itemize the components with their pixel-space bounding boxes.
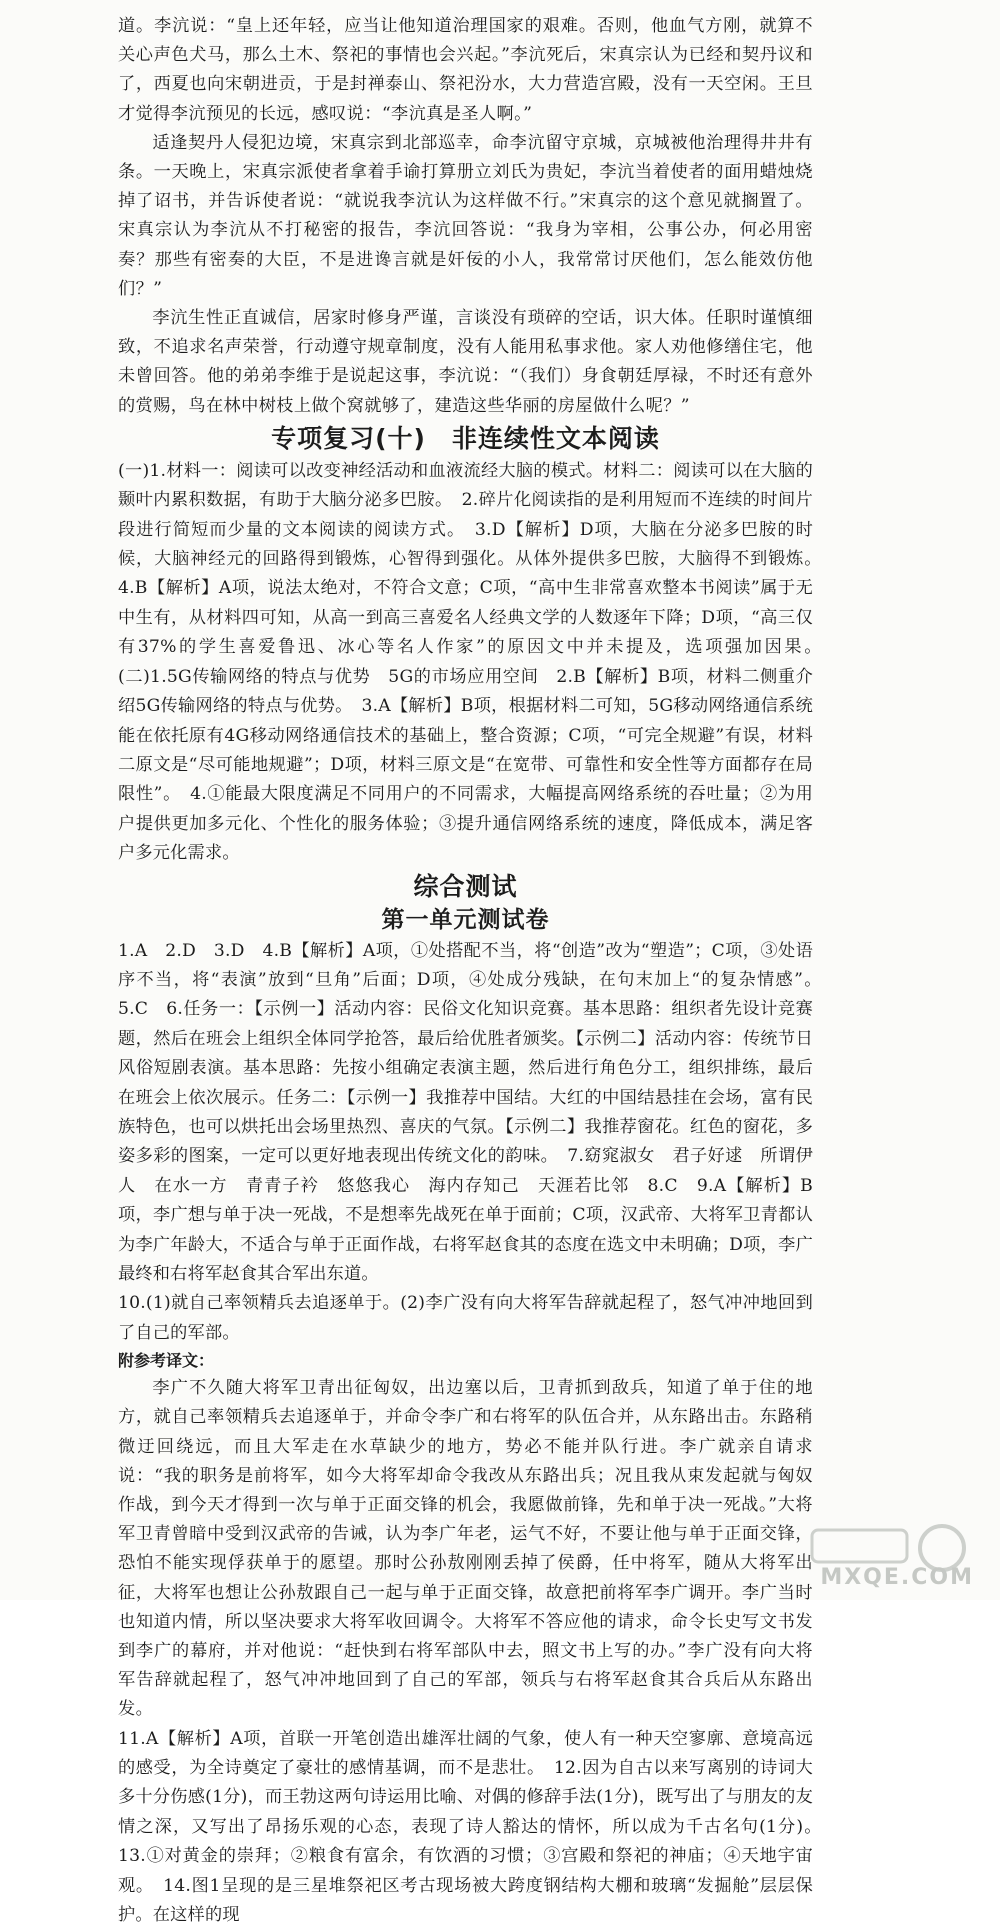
test-title: 综合测试 bbox=[413, 871, 518, 901]
text-column bbox=[118, 12, 831, 1931]
test-answers-part-3: 11.A【解析】A项，首联一开笔创造出雄浑壮阔的气象，使人有一种天空寥廓、意境高远的感受，为全诗奠定了豪壮的感情基调，而不是悲壮。 12.因为自古以来写离别的诗词大多十分伤感(1分)，而王勃这两句诗运用比喻、对偶的修辞手法(1分)，既写出了与朋友的友情之深，又写出了昂扬乐观的心态，表现了诗人豁达的情怀，所以成为千古名句(1分)。 13.①对黄金的崇拜；②粮食有富余，有饮酒的习惯；③宫殿和祭祀的神庙；④天地宇宙观。 14.图1呈现的是三星堆祭祀区考古现场被大跨度钢结构大棚和玻璃“发掘舱”层层保护。在这样的现 bbox=[118, 1728, 831, 1926]
test-answers-part-1: 1.A 2.D 3.D 4.B【解析】A项，①处搭配不当，将“创造”改为“塑造”；C项，③处语序不当，将“表演”放到“旦角”后面；D项，④处成分残缺，在句末加上“的复杂情感”。 5.C 6.任务一：【示例一】活动内容：民俗文化知识竞赛。基本思路：组织者先设计竞赛题，然后在班会上组织全体同学抢答，最后给优胜者颁奖。【示例二】活动内容：传统节日风俗短剧表演。基本思路：先按小组确定表演主题，然后进行角色分工，组织排练，最后在班会上依次展示。任务二：【示例一】我推荐中国结。大红的中国结悬挂在会场，富有民族特色，也可以烘托出会场里热烈、喜庆的气氛。【示例二】我推荐窗花。红色的窗花，多姿多彩的图案，一定可以更好地表现出传统文化的韵味。 7.窈窕淑女 君子好逑 所谓伊人 在水一方 青青子衿 悠悠我心 海内存知己 天涯若比邻 8.C 9.A【解析】B项，李广想与单于决一死战，不是想率先战死在单于面前；C项，汉武帝、大将军卫青都认为李广年龄大，不适合与单于正面作战，右将军赵食其的态度在选文中未明确；D项，李广最终和右将军赵食其合军出东道。 bbox=[118, 940, 831, 1284]
test-subtitle: 第一单元测试卷 bbox=[381, 906, 550, 933]
intro-paragraph-1: 道。李沆说：“皇上还年轻，应当让他知道治理国家的艰难。否则，他血气方刚，就算不关心声色犬马，那么土木、祭祀的事情也会兴起。”李沆死后，宋真宗认为已经和契丹议和了，西夏也向宋朝进贡，于是封禅泰山、祭祀汾水，大力营造宫殿，没有一天空闲。王旦才觉得李沆预见的长远，感叹说：“李沆真是圣人啊。” bbox=[118, 16, 813, 124]
test-answers-part-2: 10.(1)就自己率领精兵去追逐单于。(2)李广没有向大将军告辞就起程了，怒气冲冲地回到了自己的军部。 bbox=[118, 1293, 813, 1343]
watermark-site-text: MXQE.COM bbox=[820, 1565, 974, 1590]
reference-translation-text: 李广不久随大将军卫青出征匈奴，出边塞以后，卫青抓到敌兵，知道了单于住的地方，就自己率领精兵去追逐单于，并命令李广和右将军的队伍合并，从东路出击。东路稍微迂回绕远，而且大军走在水草缺少的地方，势必不能并队行进。李广就亲自请求说：“我的职务是前将军，如今大将军却命令我改从东路出兵；况且我从束发起就与匈奴作战，到今天才得到一次与单于正面交锋的机会，我愿做前锋，先和单于决一死战。”大将军卫青曾暗中受到汉武帝的告诫，认为李广年老，运气不好，不要让他与单于正面交锋，恐怕不能实现俘获单于的愿望。那时公孙敖刚刚丢掉了侯爵，任中将军，随从大将军出征，大将军也想让公孙敖跟自己一起与单于正面交锋，故意把前将军李广调开。李广当时也知道内情，所以坚决要求大将军收回调令。大将军不答应他的请求，命令长史写文书发到李广的幕府，并对他说：“赶快到右将军部队中去，照文书上写的办。”李广没有向大将军告辞就起程了，怒气冲冲地回到了自己的军部，领兵与右将军赵食其合兵后从东路出发。 bbox=[118, 1378, 813, 1720]
intro-paragraph-2: 适逢契丹人侵犯边境，宋真宗到北部巡幸，命李沆留守京城，京城被他治理得井井有条。一天晚上，宋真宗派使者拿着手谕打算册立刘氏为贵妃，李沆当着使者的面用蜡烛烧掉了诏书，并告诉使者说：“就说我李沆认为这样做不行。”宋真宗的这个意见就搁置了。宋真宗认为李沆从不打秘密的报告，李沆回答说：“我身为宰相，公事公办，何必用密奏？那些有密奏的大臣，不是进谗言就是奸佞的小人，我常常讨厌他们，怎么能效仿他们？” bbox=[118, 132, 813, 299]
intro-paragraph-3: 李沆生性正直诚信，居家时修身严谨，言谈没有琐碎的空话，识大体。任职时谨慎细致，不追求名声荣誉，行动遵守规章制度，没有人能用私事求他。家人劝他修缮住宅，他未曾回答。他的弟弟李维于是说起这事，李沆说：“（我们）身食朝廷厚禄，不时还有意外的赏赐，鸟在林中树枝上做个窝就够了，建造这些华丽的房屋做什么呢？” bbox=[118, 308, 813, 416]
site-watermark bbox=[792, 1520, 982, 1590]
section-answers: (一)1.材料一：阅读可以改变神经活动和血液流经大脑的模式。材料二：阅读可以在大脑的颞叶内累积数据，有助于大脑分泌多巴胺。 2.碎片化阅读指的是利用短而不连续的时间片段进行简短而少量的文本阅读的阅读方式。 3.D【解析】D项，大脑在分泌多巴胺的时候，大脑神经元的回路得到锻炼，心智得到强化。从体外提供多巴胺，大脑得不到锻炼。 4.B【解析】A项，说法太绝对，不符合文意；C项，“高中生非常喜欢整本书阅读”属于无中生有，从材料四可知，从高一到高三喜爱名人经典文学的人数逐年下降；D项，“高三仅有37%的学生喜爱鲁迅、冰心等名人作家”的原因文中并未提及，选项强加因果。 (二)1.5G传输网络的特点与优势 5G的市场应用空间 2.B【解析】B项，材料二侧重介绍5G传输网络的特点与优势。 3.A【解析】B项，根据材料二可知，5G移动网络通信系统能在依托原有4G移动网络通信技术的基础上，整合资源；C项，“可完全规避”有误，材料二原文是“尽可能地规避”；D项，材料三原文是“在宽带、可靠性和安全性等方面都存在局限性”。 4.①能最大限度满足不同用户的不同需求，大幅提高网络系统的吞吐量；②为用户提供更加多元化、个性化的服务体验；③提升通信网络系统的速度，降低成本，满足客户多元化需求。 bbox=[118, 460, 831, 864]
section-title: 专项复习(十) 非连续性文本阅读 bbox=[271, 423, 660, 453]
reference-translation-heading: 附参考译文： bbox=[118, 1351, 215, 1371]
